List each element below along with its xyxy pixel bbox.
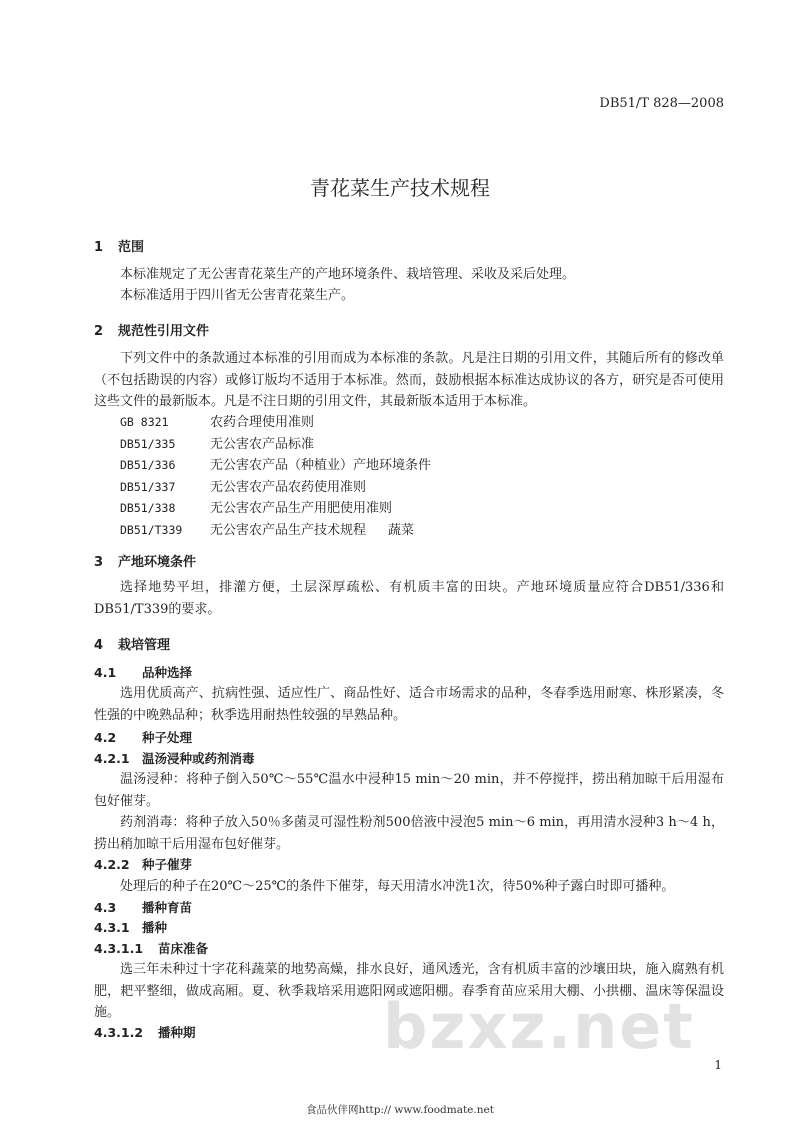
section-heading-normative-references: [94, 320, 209, 339]
reference-name: 无公害农产品标准: [210, 436, 315, 452]
reference-code: DB51/337: [120, 479, 176, 494]
reference-name: 农药合理使用准则: [210, 415, 315, 430]
reference-item: [120, 412, 431, 434]
subsection-number: 4.3.1.2: [94, 1025, 144, 1040]
reference-name: 无公害农产品生产技术规程: [210, 522, 367, 538]
paragraph: 下列文件中的条款通过本标准的引用而成为本标准的条款。凡是注日期的引用文件，其随后所有的修改单（不包括勘误的内容）或修订版均不适用于本标准。然而，鼓励根据本标准达成协议的各方，研究是否可使用这些文件的最新版本。凡是不注日期的引用文件，其最新版本适用于本标准。: [94, 351, 724, 409]
paragraph: 本标准规定了无公害青花菜生产的产地环境条件、栽培管理、采收及采后处理。: [120, 267, 576, 282]
reference-extra: 蔬菜: [388, 522, 415, 538]
reference-item: [120, 498, 431, 520]
footer-source: 食品伙伴网http:// www.foodmate.net: [306, 1104, 494, 1116]
paragraph: 温汤浸种：将种子倒入50℃～55℃温水中浸种15 min～20 min，并不停搅拌，捞出稍加晾干后用湿布包好催芽。: [94, 772, 724, 809]
section-title: 范围: [118, 240, 145, 255]
section-number: 1: [94, 240, 104, 255]
paragraph: 选择地势平坦，排灌方便，土层深厚疏松、有机质丰富的田块。产地环境质量应符合DB51/336和DB51/T339的要求。: [94, 580, 724, 617]
reference-code: DB51/335: [120, 436, 176, 451]
section-heading-scope: [94, 236, 144, 255]
page-number: 1: [714, 1058, 722, 1072]
section-heading-environment: [94, 551, 196, 570]
subsection-title: 种子处理: [142, 730, 193, 745]
subsection-number: 4.1: [94, 665, 117, 680]
paragraph: 选用优质高产、抗病性强、适应性广、商品性好、适合市场需求的品种，冬春季选用耐寒、株形紧凑，冬性强的中晚熟品种；秋季选用耐热性较强的早熟品种。: [94, 686, 724, 723]
subsection-heading-seed-treatment: [94, 728, 192, 746]
subsection-number: 4.2.2: [94, 857, 130, 872]
section-title: 规范性引用文件: [118, 324, 210, 339]
reference-code: DB51/T339: [120, 522, 183, 537]
reference-code: DB51/336: [120, 458, 176, 472]
subsection-heading-soaking: [94, 749, 255, 767]
paragraph: 药剂消毒：将种子放入50％多菌灵可湿性粉剂500倍液中浸泡5 min～6 min，再用清水浸种3 h～4 h，捞出稍加晾干后用湿布包好催芽。: [94, 815, 724, 852]
subsection-heading-variety: [94, 663, 192, 681]
subsection-heading-seedling: [94, 898, 192, 916]
subsection-title: 品种选择: [142, 665, 193, 680]
reference-code: GB 8321: [120, 415, 169, 429]
subsection-title: 温汤浸种或药剂消毒: [142, 751, 255, 766]
section-title: 产地环境条件: [118, 555, 197, 570]
reference-name: 无公害农产品（种植业）产地环境条件: [210, 458, 432, 473]
subsection-number: 4.3.1: [94, 920, 130, 935]
reference-list: [120, 412, 431, 541]
section-title: 栽培管理: [118, 638, 171, 653]
section-heading-cultivation: [94, 634, 170, 653]
subsection-title: 播种期: [158, 1025, 196, 1040]
reference-item: [120, 477, 431, 499]
reference-name: 无公害农产品农药使用准则: [210, 479, 367, 495]
watermark: bzxz.net: [383, 990, 695, 1063]
subsection-heading-seedbed: [94, 939, 208, 957]
reference-item: [120, 455, 431, 477]
reference-name: 无公害农产品生产用肥使用准则: [210, 501, 393, 516]
section-number: 4: [94, 638, 104, 653]
subsection-number: 4.3.1.1: [94, 941, 144, 956]
subsection-heading-germination: [94, 855, 192, 873]
paragraph: 选三年未种过十字花科蔬菜的地势高燥，排水良好，通风透光，含有机质丰富的沙壤田块，施入腐熟有机肥，耙平整细，做成高厢。夏、秋季栽培采用遮阳网或遮阳棚。春季育苗应采用大棚、小拱棚、温床等保温设施。: [94, 962, 724, 1020]
section-number: 2: [94, 324, 104, 339]
paragraph: 处理后的种子在20℃～25℃的条件下催芽，每天用清水冲洗1次，待50%种子露白时即可播种。: [120, 879, 675, 894]
subsection-number: 4.3: [94, 900, 117, 915]
subsection-number: 4.2: [94, 730, 117, 745]
paragraph: 本标准适用于四川省无公害青花菜生产。: [120, 288, 355, 303]
subsection-heading-sowing-date: [94, 1023, 196, 1041]
subsection-title: 播种育苗: [142, 900, 193, 915]
subsection-number: 4.2.1: [94, 751, 130, 766]
subsection-title: 种子催芽: [142, 857, 193, 872]
subsection-heading-sowing: [94, 918, 167, 936]
reference-item: [120, 520, 431, 542]
document-code: DB51/T 828—2008: [599, 96, 724, 111]
subsection-title: 播种: [142, 920, 168, 935]
subsection-title: 苗床准备: [158, 941, 209, 956]
reference-code: DB51/338: [120, 501, 176, 515]
section-number: 3: [94, 555, 104, 570]
reference-item: [120, 434, 431, 456]
document-title: 青花菜生产技术规程: [310, 176, 490, 200]
